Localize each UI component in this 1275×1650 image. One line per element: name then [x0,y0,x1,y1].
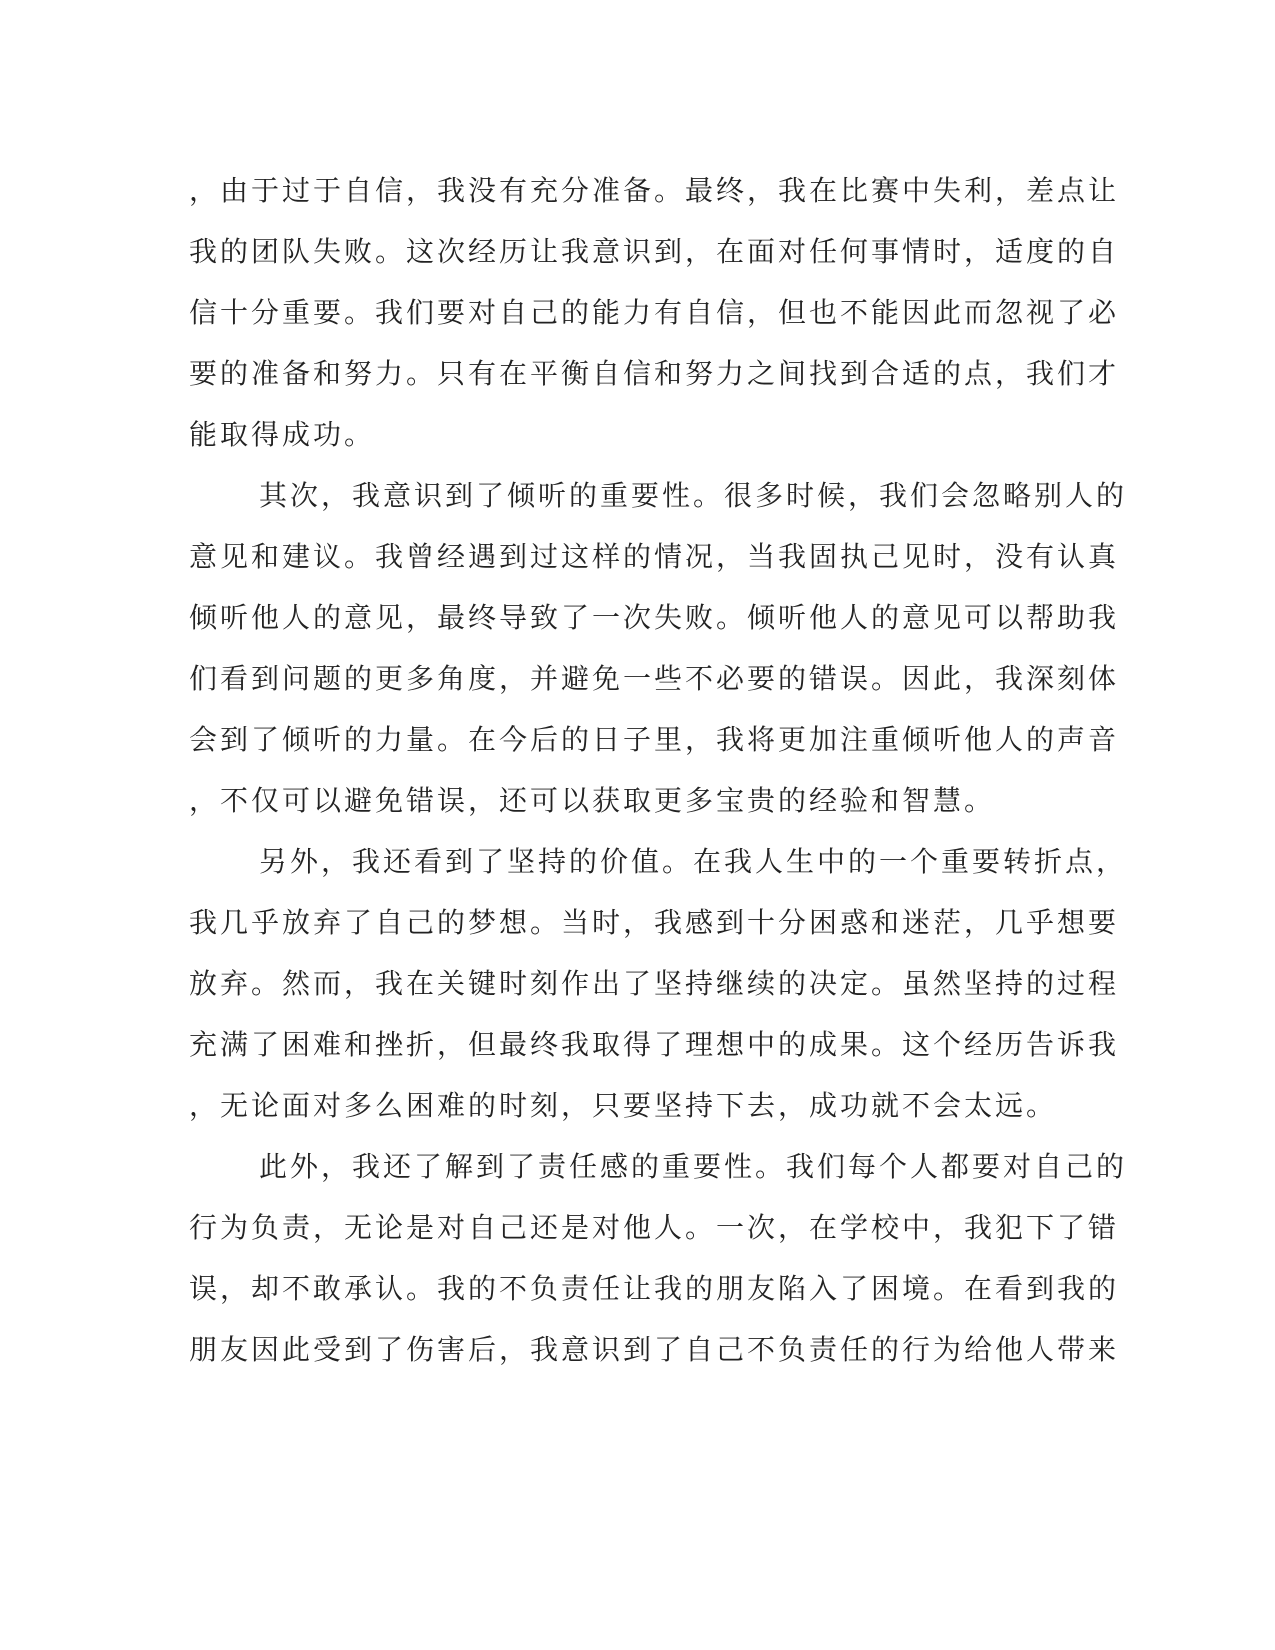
text-line: 能取得成功。 [189,418,376,451]
text-line: 放弃。然而，我在关键时刻作出了坚持继续的决定。虽然坚持的过程 [189,967,1120,1000]
text-line: 们看到问题的更多角度，并避免一些不必要的错误。因此，我深刻体 [189,662,1120,695]
text-line: ，无论面对多么困难的时刻，只要坚持下去，成功就不会太远。 [189,1089,1058,1122]
text-line: 误，却不敢承认。我的不负责任让我的朋友陷入了困境。在看到我的 [189,1272,1120,1305]
body-text [189,160,1128,1380]
text-line: 信十分重要。我们要对自己的能力有自信，但也不能因此而忽视了必 [189,296,1120,329]
text-line: 倾听他人的意见，最终导致了一次失败。倾听他人的意见可以帮助我 [189,601,1120,634]
text-line: 要的准备和努力。只有在平衡自信和努力之间找到合适的点，我们才 [189,357,1120,390]
text-line: 意见和建议。我曾经遇到过这样的情况，当我固执己见时，没有认真 [189,540,1120,573]
text-line: 我的团队失败。这次经历让我意识到，在面对任何事情时，适度的自 [189,235,1120,268]
paragraph-first-line: 此外，我还了解到了责任感的重要性。我们每个人都要对自己的 [259,1150,1128,1183]
text-line: ，不仅可以避免错误，还可以获取更多宝贵的经验和智慧。 [189,784,996,817]
text-line: ，由于过于自信，我没有充分准备。最终，我在比赛中失利，差点让 [189,174,1120,207]
text-line: 会到了倾听的力量。在今后的日子里，我将更加注重倾听他人的声音 [189,723,1120,756]
text-line: 朋友因此受到了伤害后，我意识到了自己不负责任的行为给他人带来 [189,1333,1120,1366]
paragraph-first-line: 其次，我意识到了倾听的重要性。很多时候，我们会忽略别人的 [259,479,1128,512]
paragraph-first-line: 另外，我还看到了坚持的价值。在我人生中的一个重要转折点， [259,845,1128,878]
text-line: 行为负责，无论是对自己还是对他人。一次，在学校中，我犯下了错 [189,1211,1120,1244]
text-line: 我几乎放弃了自己的梦想。当时，我感到十分困惑和迷茫，几乎想要 [189,906,1120,939]
text-line: 充满了困难和挫折，但最终我取得了理想中的成果。这个经历告诉我 [189,1028,1120,1061]
